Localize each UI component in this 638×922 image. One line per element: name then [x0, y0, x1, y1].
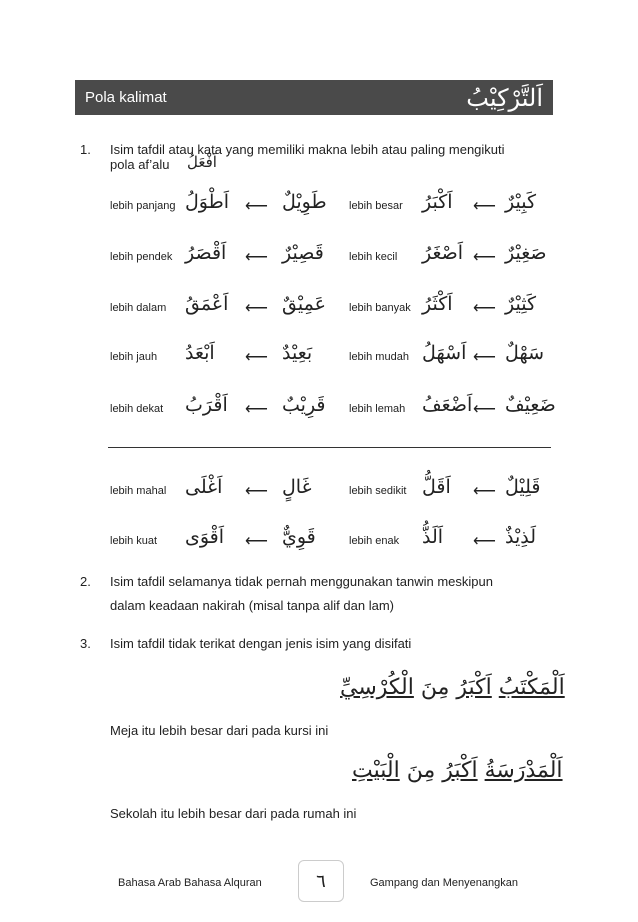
comparative-word: اَعْمَقُ: [185, 293, 229, 315]
comparative-word: اَقْوَى: [185, 526, 225, 548]
item-number: 2.: [80, 574, 91, 589]
pair-label: lebih dalam: [110, 302, 167, 314]
pair-label: lebih mudah: [349, 351, 409, 363]
arrow-icon: ⟵: [245, 483, 268, 500]
item-number: 3.: [80, 636, 91, 651]
section-title-arabic: اَلتَّرْكِيْبُ: [466, 83, 543, 112]
pair-label: lebih lemah: [349, 403, 406, 415]
pair-label: lebih besar: [349, 200, 403, 212]
pair-label: lebih sedikit: [349, 485, 407, 497]
example-word: مِنَ: [420, 675, 450, 700]
section-title: Pola kalimat: [85, 89, 167, 106]
example-word: مِنَ: [406, 758, 436, 783]
base-word: لَذِيْذٌ: [505, 526, 537, 548]
item-text: Isim tafdil selamanya tidak pernah menggunakan tanwin meskipun: [110, 574, 493, 589]
page-number-text: ٦: [316, 870, 326, 892]
footer-right: Gampang dan Menyenangkan: [370, 877, 518, 889]
footer-left: Bahasa Arab Bahasa Alquran: [118, 877, 262, 889]
example-meaning: Meja itu lebih besar dari pada kursi ini: [110, 723, 329, 738]
item-text: Isim tafdil atau kata yang memiliki makna lebih atau paling mengikuti: [110, 142, 505, 157]
base-word: قَلِيْلٌ: [505, 476, 541, 498]
base-word: قَصِيْرٌ: [282, 242, 324, 264]
example-word: اَكْبَرُ: [456, 675, 492, 700]
pair-label: lebih dekat: [110, 403, 164, 415]
item-number: 1.: [80, 142, 91, 157]
comparative-word: اَلَذُّ: [422, 526, 444, 548]
example-word: اَلْمَدْرَسَةُ: [484, 758, 563, 783]
arrow-icon: ⟵: [245, 349, 268, 366]
pair-label: lebih jauh: [110, 351, 158, 363]
base-word: ضَعِيْفٌ: [505, 394, 556, 416]
comparative-word: اَقْرَبُ: [185, 394, 228, 416]
pair-label: lebih mahal: [110, 485, 167, 497]
comparative-word: اَقْصَرُ: [185, 242, 227, 264]
arrow-icon: ⟵: [473, 483, 496, 500]
comparative-word: اَسْهَلُ: [422, 342, 467, 364]
arrow-icon: ⟵: [473, 300, 496, 317]
item-text: pola af’alu: [110, 157, 170, 172]
arrow-icon: ⟵: [245, 533, 268, 550]
base-word: سَهْلٌ: [505, 342, 545, 364]
arrow-icon: ⟵: [245, 198, 268, 215]
comparative-word: اَبْعَدُ: [185, 342, 215, 364]
item-text: dalam keadaan nakirah (misal tanpa alif dan lam): [110, 598, 394, 613]
pair-label: lebih kecil: [349, 251, 398, 263]
arrow-icon: ⟵: [245, 249, 268, 266]
base-word: غَالٍ: [282, 476, 312, 498]
comparative-word: اَكْثَرُ: [422, 293, 453, 315]
comparative-word: اَضْعَفُ: [422, 394, 473, 416]
comparative-word: اَكْبَرُ: [422, 191, 453, 213]
page-number: [298, 860, 344, 902]
pair-label: lebih pendek: [110, 251, 173, 263]
example-word: اَكْبَرُ: [442, 758, 478, 783]
pair-label: lebih panjang: [110, 200, 176, 212]
base-word: صَغِيْرٌ: [505, 242, 547, 264]
comparative-word: اَغْلَى: [185, 476, 223, 498]
arrow-icon: ⟵: [245, 300, 268, 317]
base-word: عَمِيْقٌ: [282, 293, 326, 315]
base-word: قَوِيٌّ: [282, 526, 316, 548]
pair-label: lebih enak: [349, 535, 400, 547]
arrow-icon: ⟵: [473, 349, 496, 366]
arrow-icon: ⟵: [473, 401, 496, 418]
example-word: اَلْمَكْتَبُ: [498, 675, 565, 700]
example-sentence: [340, 675, 565, 700]
example-word: الْبَيْتِ: [352, 758, 400, 783]
example-meaning: Sekolah itu lebih besar dari pada rumah ini: [110, 806, 357, 821]
arrow-icon: ⟵: [245, 401, 268, 418]
base-word: بَعِيْدٌ: [282, 342, 313, 364]
comparative-word: اَقَلُّ: [422, 476, 451, 498]
base-word: كَبِيْرٌ: [505, 191, 536, 213]
pair-label: lebih banyak: [349, 302, 411, 314]
section-header: [75, 80, 553, 115]
comparative-word: اَطْوَلُ: [185, 191, 230, 213]
base-word: قَرِيْبٌ: [282, 394, 326, 416]
divider: [108, 447, 551, 448]
arrow-icon: ⟵: [473, 533, 496, 550]
item-text: Isim tafdil tidak terikat dengan jenis isim yang disifati: [110, 636, 412, 651]
pair-label: lebih kuat: [110, 535, 158, 547]
base-word: طَوِيْلٌ: [282, 191, 327, 213]
pattern-word: اَفْعَلُ: [187, 153, 217, 171]
example-word: الْكُرْسِيِّ: [340, 675, 414, 700]
base-word: كَثِيْرٌ: [505, 293, 536, 315]
comparative-word: اَصْغَرُ: [422, 242, 464, 264]
example-sentence: [352, 758, 563, 783]
arrow-icon: ⟵: [473, 198, 496, 215]
arrow-icon: ⟵: [473, 249, 496, 266]
